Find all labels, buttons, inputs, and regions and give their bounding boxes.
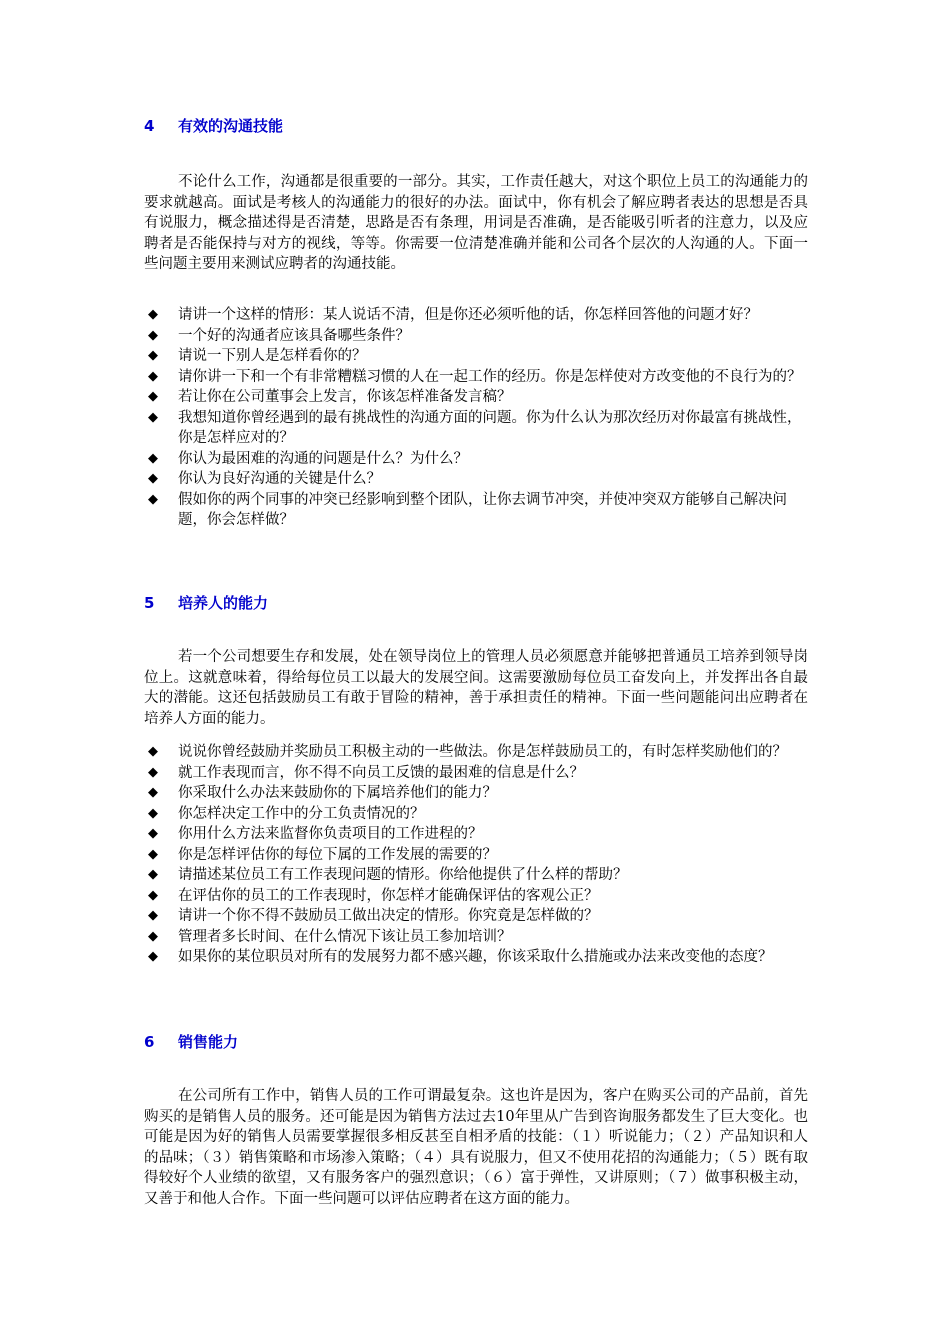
section-title: 有效的沟通技能 [178, 117, 284, 135]
list-item: ◆ 假如你的两个同事的冲突已经影响到整个团队，让你去调节冲突，并使冲突双方能够自己解决问题，你会怎样做？ [148, 491, 787, 528]
diamond-bullet-icon: ◆ [148, 867, 158, 882]
list-item: ◆ 就工作表现而言，你不得不向员工反馈的最困难的信息是什么？ [144, 763, 808, 784]
list-item: ◆ 请讲一个这样的情形：某人说话不清，但是你还必须听他的话，你怎样回答他的问题才好？ [144, 305, 808, 326]
list-item: ◆ 请说一下别人是怎样看你的？ [144, 346, 808, 367]
list-item: ◆ 你认为良好沟通的关键是什么？ [144, 469, 808, 490]
list-item: ◆ 若让你在公司董事会上发言，你该怎样准备发言稿？ [144, 387, 808, 408]
diamond-bullet-icon: ◆ [148, 949, 158, 964]
list-item: ◆ 管理者多长时间、在什么情况下该让员工参加培训？ [144, 927, 808, 948]
section-title: 销售能力 [178, 1033, 239, 1051]
section-heading-4 [144, 116, 283, 136]
list-item: ◆ 请讲一个你不得不鼓励员工做出决定的情形。你究竟是怎样做的？ [144, 906, 808, 927]
list-item: ◆ 一个好的沟通者应该具备哪些条件？ [144, 326, 808, 347]
question-list-5 [144, 742, 808, 968]
diamond-bullet-icon: ◆ [148, 826, 158, 841]
list-item: ◆ 你认为最困难的沟通的问题是什么？为什么？ [144, 449, 808, 470]
diamond-bullet-icon: ◆ [148, 409, 158, 425]
section-paragraph-4: 不论什么工作，沟通都是很重要的一部分。其实，工作责任越大，对这个职位上员工的沟通能力的要求就越高。面试是考核人的沟通能力的很好的办法。面试中，你有机会了解应聘者表达的思想是否具有说服力，概念描述得是否清楚，思路是否有条理，用词是否准确，是否能吸引听者的注意力，以及应聘者是否能保持与对方的视线，等等。你需要一位清楚准确并能和公司各个层次的人沟通的人。下面一些问题主要用来测试应聘者的沟通技能。 [144, 174, 808, 272]
question-list-4 [144, 305, 808, 531]
list-item: ◆ 你是怎样评估你的每位下属的工作发展的需要的？ [144, 845, 808, 866]
diamond-bullet-icon: ◆ [148, 471, 158, 486]
section-number: 4 [144, 117, 155, 135]
list-item: ◆ 在评估你的员工的工作表现时，你怎样才能确保评估的客观公正？ [144, 886, 808, 907]
list-item: ◆ 你用什么方法来监督你负责项目的工作进程的？ [144, 824, 808, 845]
diamond-bullet-icon: ◆ [148, 450, 158, 466]
diamond-bullet-icon: ◆ [148, 327, 158, 343]
diamond-bullet-icon: ◆ [148, 805, 158, 821]
diamond-bullet-icon: ◆ [148, 348, 158, 363]
diamond-bullet-icon: ◆ [148, 389, 158, 404]
diamond-bullet-icon: ◆ [148, 307, 158, 322]
diamond-bullet-icon: ◆ [148, 744, 158, 759]
list-item: ◆ 说说你曾经鼓励并奖励员工积极主动的一些做法。你是怎样鼓励员工的，有时怎样奖励他们的？ [144, 742, 808, 763]
diamond-bullet-icon: ◆ [148, 846, 158, 862]
diamond-bullet-icon: ◆ [148, 928, 158, 944]
list-item: ◆ 你采取什么办法来鼓励你的下属培养他们的能力？ [144, 783, 808, 804]
list-item: ◆ 你怎样决定工作中的分工负责情况的？ [144, 804, 808, 825]
diamond-bullet-icon: ◆ [148, 368, 158, 384]
section-heading-5 [144, 593, 268, 613]
section-paragraph-5: 若一个公司想要生存和发展，处在领导岗位上的管理人员必须愿意并能够把普通员工培养到领导岗位上。这就意味着，得给每位员工以最大的发展空间。这需要激励每位员工奋发向上，并发挥出各自最大的潜能。这还包括鼓励员工有敢于冒险的精神，善于承担责任的精神。下面一些问题能问出应聘者在培养人方面的能力。 [144, 649, 808, 727]
list-item: ◆ 我想知道你曾经遇到的最有挑战性的沟通方面的问题。你为什么认为那次经历对你最富有挑战性，你是怎样应对的？ [148, 409, 802, 446]
diamond-bullet-icon: ◆ [148, 764, 158, 780]
section-number: 6 [144, 1033, 155, 1051]
section-number: 5 [144, 594, 155, 612]
diamond-bullet-icon: ◆ [148, 785, 158, 800]
list-item: ◆ 请描述某位员工有工作表现问题的情形。你给他提供了什么样的帮助？ [144, 865, 808, 886]
diamond-bullet-icon: ◆ [148, 491, 158, 507]
diamond-bullet-icon: ◆ [148, 887, 158, 903]
section-heading-6 [144, 1032, 238, 1052]
diamond-bullet-icon: ◆ [148, 908, 158, 923]
list-item: ◆ 请你讲一下和一个有非常糟糕习惯的人在一起工作的经历。你是怎样使对方改变他的不良行为的？ [144, 367, 808, 388]
list-item: ◆ 如果你的某位职员对所有的发展努力都不感兴趣，你该采取什么措施或办法来改变他的态度？ [144, 947, 808, 968]
section-title: 培养人的能力 [178, 594, 269, 612]
section-paragraph-6: 在公司所有工作中，销售人员的工作可谓最复杂。这也许是因为，客户在购买公司的产品前，首先购买的是销售人员的服务。还可能是因为销售方法过去10年里从广告到咨询服务都发生了巨大变化。也可能是因为好的销售人员需要掌握很多相反甚至自相矛盾的技能：（１）听说能力；（２）产品知识和人的品味；（３）销售策略和市场渗入策略；（４）具有说服力，但又不使用花招的沟通能力；（５）既有取得较好个人业绩的欲望，又有服务客户的强烈意识；（６）富于弹性，又讲原则；（７）做事积极主动，又善于和他人合作。下面一些问题可以评估应聘者在这方面的能力。 [144, 1088, 808, 1207]
